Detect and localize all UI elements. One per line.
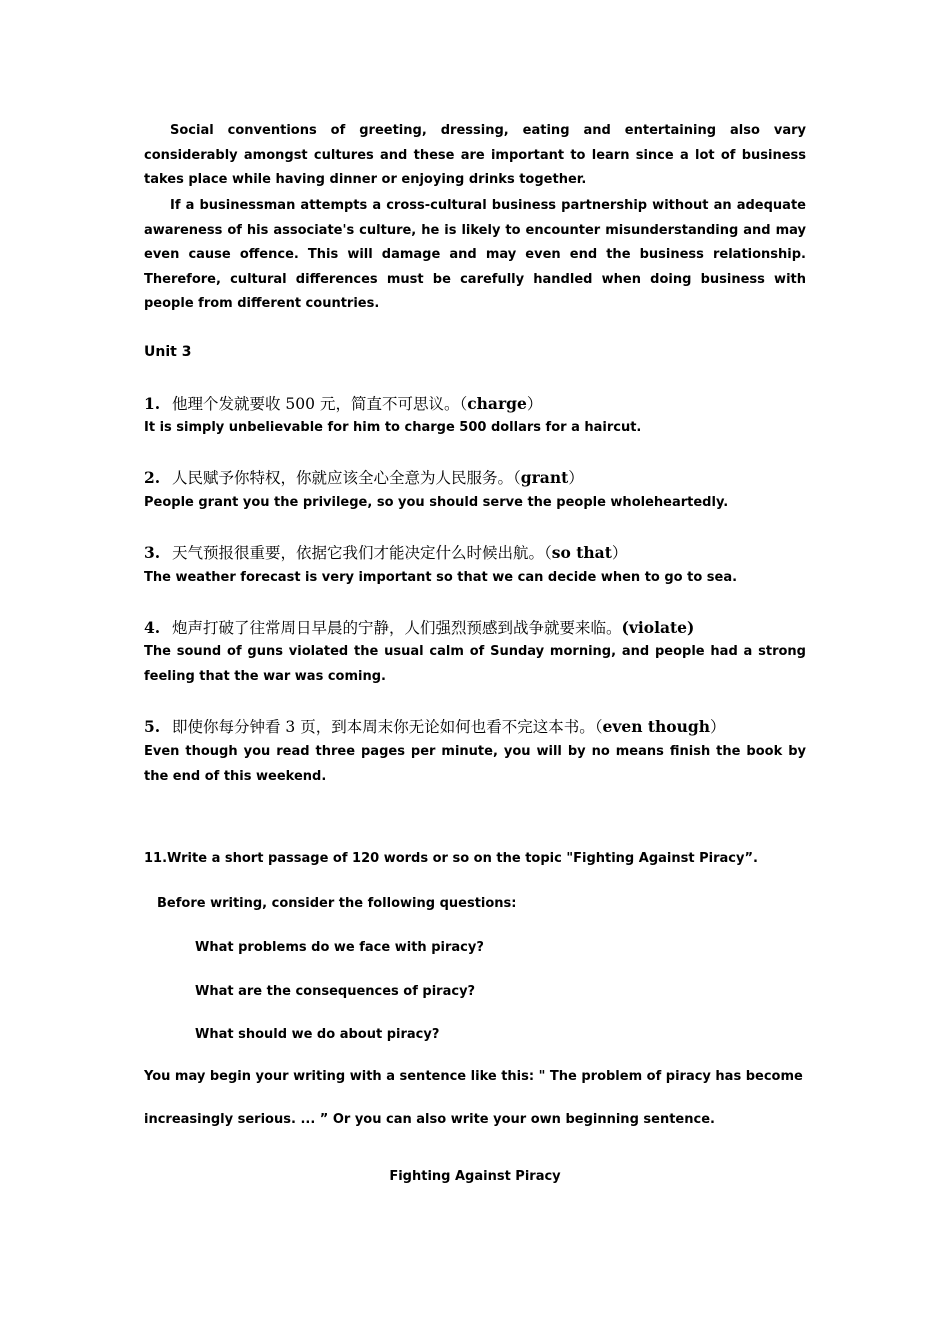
writing-question: What should we do about piracy?: [195, 1027, 440, 1042]
chinese-sentence: 人民赋予你特权，你就应该全心全意为人民服务。（: [172, 469, 521, 487]
chinese-sentence: 炮声打破了往常周日早晨的宁静，人们强烈预感到战争就要来临。: [172, 619, 622, 637]
chinese-sentence: 他理个发就要收 500 元，简直不可思议。（: [172, 395, 468, 413]
writing-begin-line-2: increasingly serious. ... ” Or you can also write your own beginning sentence.: [144, 1112, 715, 1127]
writing-task: 11.Write a short passage of 120 words or so on the topic "Fighting Against Piracy”.: [144, 851, 758, 866]
chinese-sentence: 天气预报很重要，依据它我们才能决定什么时候出航。（: [172, 544, 552, 562]
keyword: (violate): [621, 618, 695, 637]
translation-item-4-english: The sound of guns violated the usual calm of Sunday morning, and people had a strong feeling that the war was coming.: [144, 644, 806, 684]
translation-item-4-chinese: [144, 616, 806, 638]
unit-heading: Unit 3: [144, 344, 192, 360]
intro-paragraph-1: Social conventions of greeting, dressing, eating and entertaining also vary considerably amongst cultures and these are important to learn since a lot of business takes place while having dinner or enjoying drinks together.: [144, 123, 806, 187]
item-number: 4.: [144, 618, 161, 637]
translation-item-5-chinese: [144, 715, 806, 737]
bracket-close: ）: [611, 544, 628, 562]
chinese-sentence: 即使你每分钟看 3 页，到本周末你无论如何也看不完这本书。（: [172, 718, 603, 736]
keyword: so that: [551, 543, 612, 562]
writing-question: What problems do we face with piracy?: [195, 940, 484, 955]
intro-paragraph-2: If a businessman attempts a cross-cultural business partnership without an adequate awareness of his associate's culture, he is likely to encounter misunderstanding and may even cause offence. This will damage and may even end the business relationship. Therefore, cultural differences must be carefully handled when doing business with people from different countries.: [144, 198, 806, 311]
bracket-close: ）: [526, 395, 543, 413]
item-number: 1.: [144, 394, 161, 413]
keyword: charge: [467, 394, 527, 413]
translation-item-2-english: People grant you the privilege, so you should serve the people wholeheartedly.: [144, 495, 729, 510]
writing-begin-line-1: You may begin your writing with a sentence like this: " The problem of piracy has become: [144, 1069, 803, 1084]
keyword: grant: [520, 468, 569, 487]
essay-title: Fighting Against Piracy: [389, 1169, 561, 1184]
writing-question: What are the consequences of piracy?: [195, 984, 476, 999]
item-number: 5.: [144, 717, 161, 736]
translation-item-1-english: It is simply unbelievable for him to charge 500 dollars for a haircut.: [144, 420, 642, 435]
bracket-close: ）: [568, 469, 584, 487]
item-number: 3.: [144, 543, 161, 562]
writing-instruction: Before writing, consider the following questions:: [157, 896, 517, 911]
translation-item-3-chinese: [144, 541, 806, 563]
item-number: 2.: [144, 468, 161, 487]
translation-item-5-english: Even though you read three pages per minute, you will by no means finish the book by the end of this weekend.: [144, 744, 806, 784]
keyword: even though: [602, 717, 711, 736]
bracket-close: ）: [710, 718, 726, 736]
translation-item-2-chinese: [144, 466, 806, 488]
translation-item-1-chinese: [144, 392, 806, 414]
translation-item-3-english: The weather forecast is very important so that we can decide when to go to sea.: [144, 570, 738, 585]
